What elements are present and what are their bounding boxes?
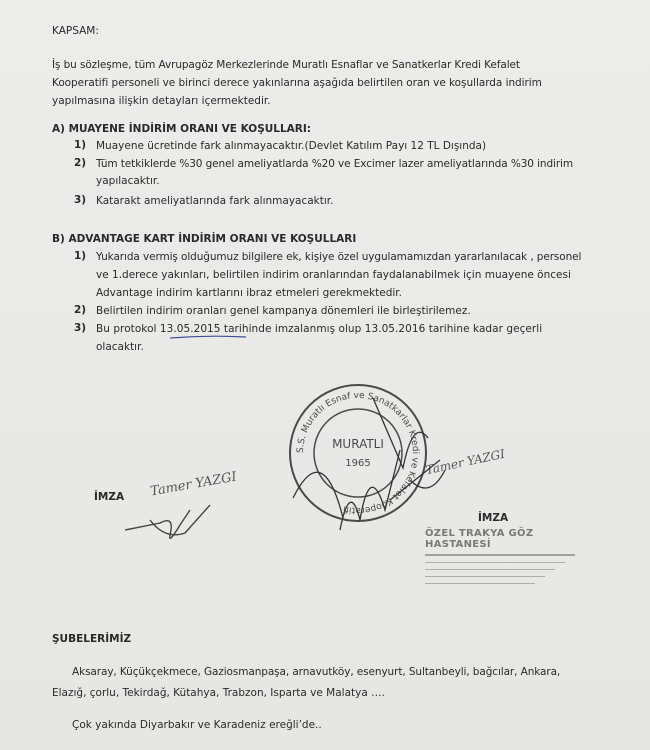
branches-coming-soon: Çok yakında Diyarbakır ve Karadeniz ereğli’de.. <box>72 719 322 731</box>
section-a-item-2-text: Tüm tetkiklerde %30 genel ameliyatlarda %20 ve Excimer lazer ameliyatlarında %30 indirim <box>96 158 574 170</box>
signature-scribble-left <box>120 495 215 550</box>
section-b-item-2-number: 2) <box>74 304 87 316</box>
signature-label-left: İMZA <box>94 491 125 503</box>
scope-heading: KAPSAM: <box>52 25 99 37</box>
date-underline <box>168 333 248 341</box>
section-b-item-3-number: 3) <box>74 322 87 334</box>
section-a-item-2-text-cont: yapılacaktır. <box>96 175 160 187</box>
stamp-center-text: MURATLI <box>332 437 384 451</box>
branches-line-1: Aksaray, Küçükçekmece, Gaziosmanpaşa, arnavutköy, esenyurt, Sultanbeyli, bağcılar, Ankara, <box>72 666 561 678</box>
section-a-title: A) MUAYENE İNDİRİM ORANI VE KOŞULLARI: <box>52 123 311 135</box>
stamp-year-text: 1965 <box>345 458 371 469</box>
handwritten-name-right: Tamer YAZGI <box>424 446 507 478</box>
intro-line-2: Kooperatifi personeli ve birinci derece yakınlarına aşağıda belirtilen oran ve koşullarda indirim <box>52 77 542 89</box>
section-b-item-3-text: Bu protokol 13.05.2015 tarihinde imzalanmış olup 13.05.2016 tarihine kadar geçerli <box>96 323 543 335</box>
signature-label-right: İMZA <box>478 512 509 524</box>
hospital-stamp-title: ÖZEL TRAKYA GÖZ HASTANESİ <box>425 528 534 550</box>
section-b-item-2-text: Belirtilen indirim oranları genel kampanya dönemleri ile birleştirilemez. <box>96 305 471 317</box>
section-a-item-3-text: Katarakt ameliyatlarında fark alınmayacaktır. <box>96 195 334 207</box>
section-b-item-1-text: Yukarıda vermiş olduğumuz bilgilere ek, kişiye özel uygulamamızdan yararlanılacak , personel <box>96 251 582 263</box>
section-a-item-2-number: 2) <box>74 157 87 169</box>
signature-scribble-right <box>330 440 450 540</box>
section-b-item-1-number: 1) <box>74 250 87 262</box>
section-a-item-1-text: Muayene ücretinde fark alınmayacaktır.(Devlet Katılım Payı 12 TL Dışında) <box>96 140 487 152</box>
section-b-item-1-text-cont-1: ve 1.derece yakınları, belirtilen indirim oranlarından faydalanabilmek için muayene öncesi <box>96 269 571 281</box>
section-a-item-1-number: 1) <box>74 139 87 151</box>
handwritten-name-left: Tamer YAZGI <box>149 469 238 500</box>
stamp-ring-text: S.S. Muratlı Esnaf ve Sanatkarlar Kredi ve Kefalet Kooperatifi <box>295 390 421 516</box>
section-b-title: B) ADVANTAGE KART İNDİRİM ORANI VE KOŞULLARI <box>52 233 357 245</box>
section-a-item-3-number: 3) <box>74 194 87 206</box>
branches-line-2: Elazığ, çorlu, Tekirdağ, Kütahya, Trabzon, Isparta ve Malatya …. <box>52 687 385 699</box>
hospital-stamp <box>425 528 600 598</box>
branches-title: ŞUBELERİMİZ <box>52 633 132 645</box>
section-b-item-3-text-cont: olacaktır. <box>96 341 144 353</box>
intro-line-1: İş bu sözleşme, tüm Avrupagöz Merkezlerinde Muratlı Esnaflar ve Sanatkerlar Kredi Kefalet <box>52 59 520 71</box>
intro-line-3: yapılmasına ilişkin detayları içermektedir. <box>52 95 271 107</box>
section-b-item-1-text-cont-2: Advantage indirim kartlarını ibraz etmeleri gerekmektedir. <box>96 287 402 299</box>
